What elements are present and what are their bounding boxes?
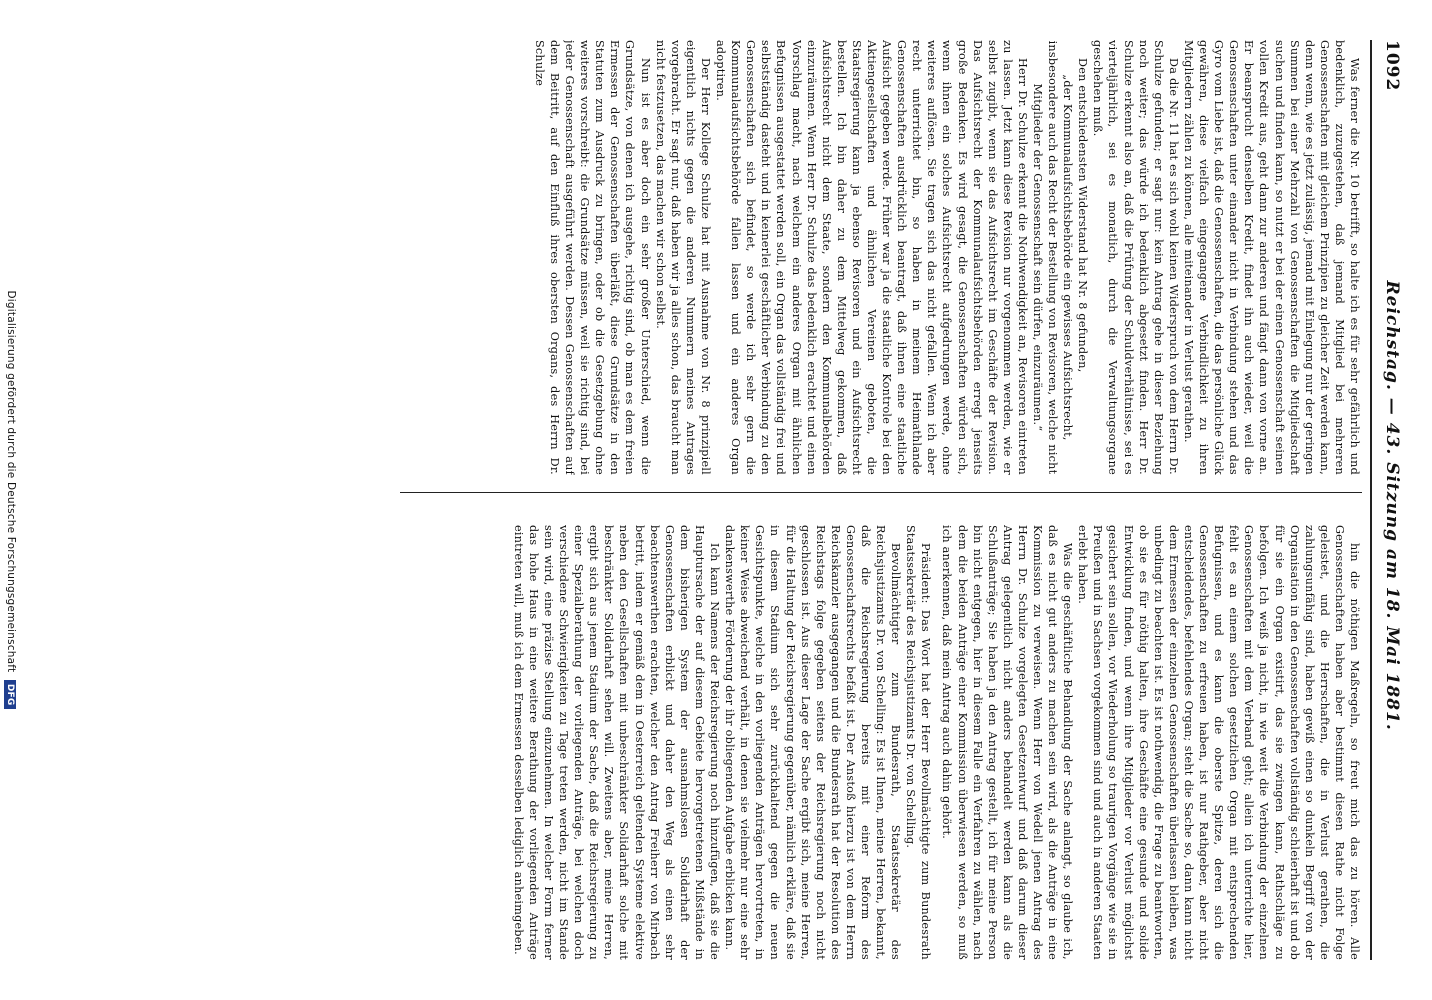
paragraph: Herr Dr. Schulze erkennt die Nothwendigkeit an, Revisoren eintreten zu lassen. Jetzt kann diese Revision nur vorgenommen werden, wie er selbst zugibt, wenn sie das Aufsichtsrecht im Geschäfte der Revision. Das Aufsichtsrecht der Kommunalaufsichtsbehörden erregt jenseits große Bedenken. Es wird gesagt, die Genossenschaften würden sich, wenn ihnen ein solches Aufsichtsrecht aufgedrungen werde, ohne weiteres auflösen. Sie tragen sich das nicht gefallen. Wenn ich aber recht unterrichtet bin, so haben in meinem Heimathlande Genossenschaften ausdrücklich beantragt, daß ihnen eine staatliche Aufsicht gegeben werde. Früher war ja die staatliche Kontrole bei den Aktiengesellschaften und ähnlichen Vereinen geboten, die Staatsregierung kann ja ebenso Revisoren und ein Aufsichtsrecht bestellen. Ich bin daher zu dem Mittelweg gekommen, daß Aufsichtsrecht nicht dem Staate, sondern den Kommunalbehörden einzuräumen. Wenn Herr Dr. Schulze das bedenklich erachtet und einen Vorschlag macht, nach welchem ein anderes Organ mit ähnlichen Befugnissen ausgestattet werden soll, ein Organ das vollständig frei und selbstständig dasteht und in keinerlei geschäftlicher Verbindung zu den Genossenschaften sich befindet, so werde ich sehr gern die Kommunalaufsichtsbehörde fallen lassen und ein anderes Organ adoptiren.	[714, 40, 1029, 475]
page-title: Reichstag. — 43. Sitzung am 18. Mai 1881.	[1382, 280, 1402, 731]
quoted-paragraph: „der Kommunalaufsichtsbehörde ein gewisses Aufsichtsrecht, insbesondere auch das Recht der Bestellung von Revisoren, welche nicht Mitglieder der Genossenschaft sein dürfen, einzuräumen.“	[1031, 40, 1075, 475]
paragraph: Was ferner die Nr. 10 betrifft, so halte ich es für sehr gefährlich und bedenklich, zuzugestehen, daß jemand Mitglied bei mehreren Genossenschaften mit gleichem Prinzipien zu gleicher Zeit werden kann, denn wenn, wie es jetzt zulässig, jemand mit Einlegung nur der geringen Summen bei einer Mehrzahl von Genossenschaften die Mitgliedschaft suchen und finden kann, so nutzt er bei der einen Genossenschaft seinen vollen Kredit aus, geht dann zur anderen und fängt dann von vorne an. Er beansprucht denselben Kredit, findet ihn auch wieder, weil die Genossenschaften unter einander nicht in Verbindung stehen und das Gyro vom Liebe ist, daß die Genossenschaften, die das persönliche Glück gewähren, diese vielfach eingegangene Verbindlichkeit zu ihren Mitgliedern zählen zu können, alle miteinander in Verlust gerathen.	[1181, 40, 1361, 475]
paragraph: Den entschiedensten Widerstand hat Nr. 8 gefunden,	[1076, 58, 1090, 373]
column-divider	[400, 492, 1362, 493]
left-column	[40, 40, 1362, 475]
paragraph: Ich kann Namens der Reichsregierung noch hinzufügen, daß sie die Hauptursache der auf diesem Gebiete hervorgetretenen Mißstände in dem bisherigen System der ausnahmslosen Solidarhaft der Genossenschaften erblickt und daher den Weg als einen sehr beachtenswerthen erachten, welcher den Antrag Freiherr von Mirbach betritt, indem er gemäß dem in Oesterreich geltenden Systeme elektive neben den Gesellschaften mit unbeschränkter Solidarhaft solche mit beschränkter Solidarhaft sehen will. Zweitens aber, meine Herren, ergibt sich aus jenem Stadium der Sache, daß die Reichsregierung zu einer Spezialberathung der vorliegenden Anträge, bei welchen doch verschiedene Schwierigkeiten zu Tage treten werden, nicht im Stande sein wird, eine präzise Stellung einzunehmen. In welcher Form ferner das hohe Haus in eine weitere Berathung der vorliegenden Anträge eintreten will, muß ich dem Ermessen desselben lediglich anheimgeben.	[511, 525, 722, 960]
dfg-logo: DFG	[4, 680, 16, 710]
paragraph: Bevollmächtigter zum Bundesrath, Staatssekretär des Reichsjustizamts Dr. von Schelling: Es ist Ihnen, meine Herren, bekannt, daß die Reichsregierung bereits mit einer Reform des Genossenschaftsrechts befaßt ist. Der Anstoß hierzu ist von dem Herrn Reichskanzler ausgegangen und die Bundesrath hat der Resolution des Reichstags folge gegeben seitens der Reichsregierung noch nicht geschlossen ist. Aus dieser Lage der Sache ergibt sich, meine Herren, für die Haltung der Reichsregierung gegenüber, nämlich erkläre, daß sie in diesem Stadium sich sehr zurückhaltend gegen die neuen Gesichtspunkte, welche in den vorliegenden Anträgen hervortreten, in keiner Weise abweichend verhält, in denen sie vielmehr nur eine sehr dankenswerthe Förderung der ihr obliegenden Aufgabe erblicken kann.	[723, 525, 903, 960]
page-number: 1092	[1382, 40, 1402, 92]
paragraph: Was die geschäftliche Behandlung der Sache anlangt, so glaube ich, daß es nicht gut anders zu machen sein wird, als die Anträge in eine Kommission zu verweisen. Wenn Herr von Wedell jenen Antrag des Herrn Dr. Schulze vorgelegten Gesetzentwurf und daß darum dieser Antrag gelegentlich nicht anders behandelt werden kann als die Schlußanträge; Sie haben ja den Antrag gestellt, ich für meine Person bin nicht entgegen, hier in diesem Falle ein Verfahren zu wählen, nach dem die beiden Anträge einer Kommission überwiesen werden, so muß ich anerkennen, daß mein Antrag auch dahin gehört.	[940, 525, 1075, 960]
paragraph: Da die Nr. 11 hat es sich wohl keinen Widerspruch von dem Herrn Dr. Schulze gefunden; er sagt nur: kein Antrag gehe in dieser Beziehung noch weiter; das würde ich bedenklich abgesetzt finden. Herr Dr. Schulze erkennt also an, daß die Prüfung der Schuldverhältnisse, sei es vierteljährlich, sei es monatlich, durch die Verwaltungsorgane geschehen muß.	[1091, 40, 1180, 475]
paragraph: Präsident: Das Wort hat der Herr Bevollmächtigte zum Bundesrath Staatssekretär des Reichsjustizamts Dr. von Schelling.	[904, 525, 933, 960]
paragraph: Nun ist es aber doch ein sehr großer Unterschied, wenn die Grundsätze, von denen ich ausgehe, richtig sind, ob man es dem freien Ermessen der Genossenschaften überläßt, diese Grundsätze in den Statuten zum Ausdruck zu bringen, oder ob die Gesetzgebung ohne weiteres vorschreibt: die Grundsätze müssen, weil sie richtig sind, bei jeder Genossenschaft ausgeführt werden. Dessen Genossenschaften auf dem Beitritt, auf den Einfluß ihres obersten Organs, des Herrn Dr. Schulze	[532, 40, 652, 475]
page-header	[1374, 40, 1410, 960]
paragraph: Der Herr Kollege Schulze hat mit Ausnahme von Nr. 8 prinzipiell eigentlich nichts gegen die anderen Nummern meines Antrages vorgebracht. Er sagt nur, daß haben wir ja alles schon, das braucht man nicht festzusetzen, das machen wir schon selbst.	[653, 40, 712, 475]
right-column	[40, 525, 1362, 960]
digitization-notice	[4, 0, 17, 1000]
footer-text: Digitalisierung gefördert durch die Deutsche Forschungsgemeinschaft	[5, 290, 17, 673]
header-rule	[1370, 40, 1372, 960]
paragraph: hin die nöthigen Maßregeln, so freut mich das zu hören. Alle Genossenschaften haben aber bestimmt diesen Rathe nicht Folge geleistet, und die Herrschaften, die in Verlust gerathen, die zahlungsunfähig sind, haben gewiß einen so dunkeln Begriff von der Organisation in den Genossenschaften vollständig schleierhaft ist und ob für sie ein Organ existirt, das sie zwingen kann, Rathschläge zu befolgen. Ich weiß ja nicht, in wie weit die Verbindung der einzelnen Genossenschaften mit dem Verband geht; allein ich unterrichte hier, fehlt es an einem solchen gesetzlichen Organ mit entsprechenden Befugnissen, und es kann die oberste Spitze, deren sich die Genossenschaften zu erfreuen haben, ist nur Rathgeber, aber nicht entscheidendes, befehlendes Organ; steht die Sache so, dann kann nicht dem Ermessen der einzelnen Genossenschaften überlassen bleiben, was unbedingt zu beachten ist. Es ist nothwendig, die Frage zu beantworten, ob sie es für nöthig halten, ihre Geschäfte eine gesunde und solide Entwicklung finden, und wenn ihre Mitglieder vor Verlust möglichst gesichert sein sollen, vor Wiederholung so traurigen Vorgänge wie sie in Preußen und in Sachsen vorgekommen sind und auch in anderen Staaten erlebt haben.	[1076, 525, 1361, 960]
